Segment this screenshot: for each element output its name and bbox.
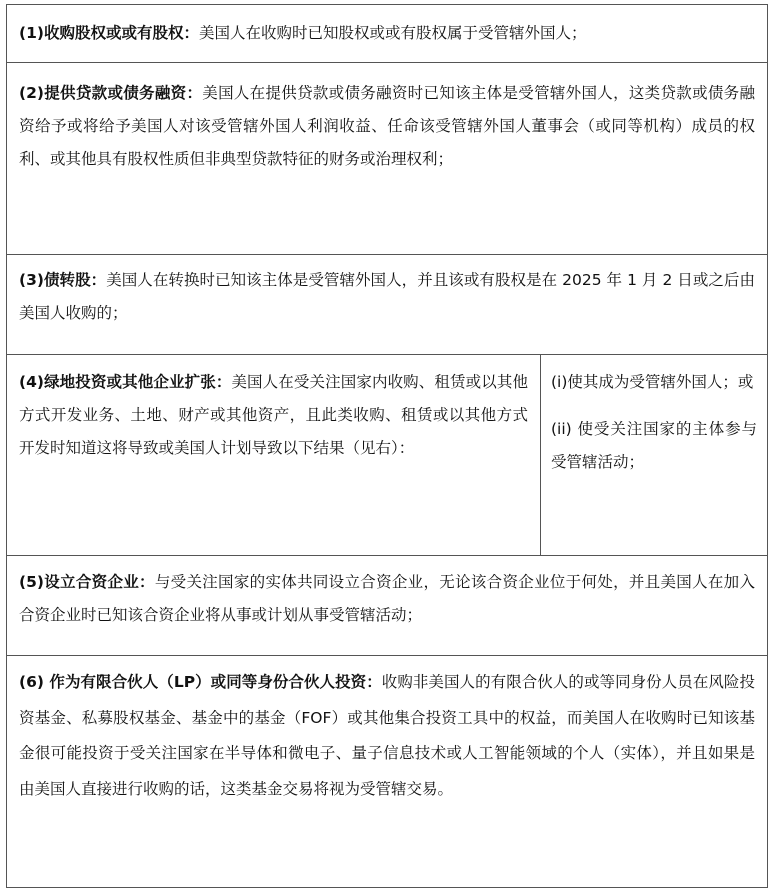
result-item: (ii) 使受关注国家的主体参与受管辖活动； <box>551 420 757 471</box>
row-text: 美国人在提供贷款或债务融资时已知该主体是受管辖外国人，这类贷款或债务融资给予或将给予美国人对该受管辖外国人利润收益、任命该受管辖外国人董事会（或同等机构）成员的权利、或其他具有股权性质但非典型贷款特征的财务或治理权利； <box>19 84 755 168</box>
table-row <box>7 63 767 255</box>
row-text: 与受关注国家的实体共同设立合资企业，无论该合资企业位于何处，并且美国人在加入合资企业时已知该合资企业将从事或计划从事受管辖活动； <box>19 573 755 624</box>
table-cell <box>7 656 767 887</box>
table-cell <box>7 556 767 655</box>
row-title: (3)债转股： <box>19 271 107 289</box>
result-item: (i)使其成为受管辖外国人；或 <box>551 373 754 391</box>
row-title: (6) 作为有限合伙人（LP）或同等身份合伙人投资： <box>19 673 382 691</box>
table-row <box>7 656 767 887</box>
row-title: (1)收购股权或或有股权： <box>19 24 199 42</box>
row-title: (5)设立合资企业： <box>19 573 155 591</box>
table-cell <box>7 355 541 555</box>
row-text: 收购非美国人的有限合伙人的或等同身份人员在风险投资基金、私募股权基金、基金中的基金（FOF）或其他集合投资工具中的权益，而美国人在收购时已知该基金很可能投资于受关注国家在半导体和微电子、量子信息技术或人工智能领域的个人（实体），并且如果是由美国人直接进行收购的话，这类基金交易将视为受管辖交易。 <box>19 673 755 798</box>
row-text: 美国人在收购时已知股权或或有股权属于受管辖外国人； <box>198 24 587 42</box>
row-title: (4)绿地投资或其他企业扩张： <box>19 373 232 391</box>
row-text: 美国人在转换时已知该主体是受管辖外国人，并且该或有股权是在 2025 年 1 月 2 日或之后由美国人收购的； <box>19 271 755 322</box>
row-title: (2)提供贷款或债务融资： <box>19 84 203 102</box>
results-cell <box>541 355 767 555</box>
table-row <box>7 5 767 63</box>
row-text: 美国人在受关注国家内收购、租赁或以其他方式开发业务、土地、财产或其他资产，且此类收购、租赁或以其他方式开发时知道这将导致或美国人计划导致以下结果（见右）： <box>19 373 528 457</box>
table-row <box>7 556 767 656</box>
table-row <box>7 355 767 556</box>
table-cell <box>7 63 767 254</box>
table-cell <box>7 255 767 354</box>
investment-types-table <box>6 4 768 888</box>
table-cell <box>7 5 767 62</box>
table-row <box>7 255 767 355</box>
